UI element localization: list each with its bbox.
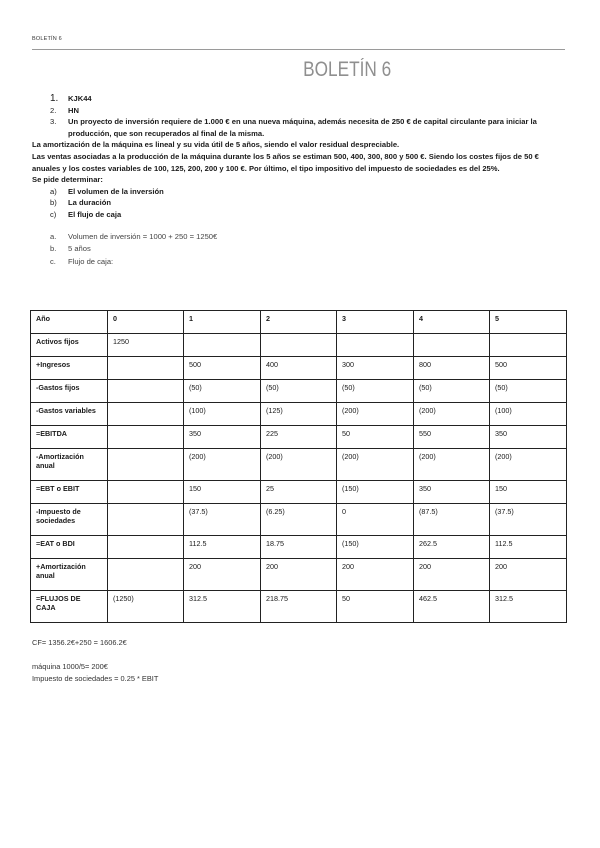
table-cell: (50) <box>184 380 261 403</box>
table-cell: 1 <box>184 311 261 334</box>
table-row-label: -Gastos variables <box>31 403 108 426</box>
table-cell <box>108 403 184 426</box>
notes-section <box>32 637 158 684</box>
table-row <box>31 481 567 504</box>
table-cell <box>108 504 184 536</box>
table-cell: 5 <box>490 311 567 334</box>
table-row <box>31 403 567 426</box>
table-cell: 800 <box>414 357 490 380</box>
table-cell: 3 <box>337 311 414 334</box>
table-row-label: =FLUJOS DE CAJA <box>31 591 108 623</box>
table-cell: (200) <box>414 449 490 481</box>
table-row <box>31 559 567 591</box>
table-cell: 500 <box>490 357 567 380</box>
list-item: b. 5 años <box>50 244 91 254</box>
table-cell: Año <box>31 311 108 334</box>
table-cell <box>108 481 184 504</box>
table-cell: 218.75 <box>261 591 337 623</box>
note-impuesto: Impuesto de sociedades = 0.25 * EBIT <box>32 673 159 683</box>
list-item: b) La duración <box>50 198 112 208</box>
table-cell: 200 <box>261 559 337 591</box>
list-item: 2. HN <box>50 105 79 115</box>
table-row <box>31 334 567 357</box>
table-row-label: -Gastos fijos <box>31 380 108 403</box>
running-header: BOLETÍN 6 <box>32 36 62 42</box>
table-row <box>31 504 567 536</box>
table-row-label: =EAT o BDI <box>31 536 108 559</box>
note-maquina: máquina 1000/5= 200€ <box>32 661 108 671</box>
table-cell: (200) <box>337 449 414 481</box>
table-cell: 1250 <box>108 334 184 357</box>
paragraph-amortizacion: La amortización de la máquina es lineal y su vida útil de 5 años, siendo el valor residual despreciable. <box>32 140 400 150</box>
table-cell: 150 <box>490 481 567 504</box>
table-cell: 500 <box>184 357 261 380</box>
table-cell: (200) <box>261 449 337 481</box>
table-cell: (125) <box>261 403 337 426</box>
table-cell: (200) <box>490 449 567 481</box>
table-row <box>31 591 567 623</box>
table-cell: 200 <box>414 559 490 591</box>
table-cell: 2 <box>261 311 337 334</box>
table-cell: (87.5) <box>414 504 490 536</box>
table-cell: (37.5) <box>184 504 261 536</box>
table-row <box>31 426 567 449</box>
table-row-label: -Amortización anual <box>31 449 108 481</box>
table-cell: 462.5 <box>414 591 490 623</box>
header-divider <box>32 49 565 50</box>
table-cell: 400 <box>261 357 337 380</box>
list-item: c) El flujo de caja <box>50 209 122 219</box>
table-cell: (50) <box>490 380 567 403</box>
table-cell: (50) <box>261 380 337 403</box>
list-item: a) El volumen de la inversión <box>50 186 164 196</box>
table-cell <box>337 334 414 357</box>
table-cell: 4 <box>414 311 490 334</box>
table-cell <box>261 334 337 357</box>
table-cell: 0 <box>337 504 414 536</box>
table-cell <box>108 380 184 403</box>
list-item: 1. KJK44 <box>50 93 92 104</box>
table-row <box>31 380 567 403</box>
table-cell <box>108 536 184 559</box>
table-cell: 350 <box>414 481 490 504</box>
list-item: 3. Un proyecto de inversión requiere de 1.000 € en una nueva máquina, además necesita de 250 € de capital circulante para iniciar la producción, que son recuperados al final de la misma. <box>50 117 537 138</box>
table-header-row <box>31 311 567 334</box>
cash-flow-table <box>30 310 567 623</box>
table-cell <box>490 334 567 357</box>
answers-list <box>32 231 567 269</box>
table-cell: (200) <box>184 449 261 481</box>
table-cell: (1250) <box>108 591 184 623</box>
table-row-label: Activos fijos <box>31 334 108 357</box>
table-cell: (150) <box>337 481 414 504</box>
table-cell: 312.5 <box>184 591 261 623</box>
table-cell: (50) <box>337 380 414 403</box>
table-cell: 200 <box>490 559 567 591</box>
table-cell: 150 <box>184 481 261 504</box>
table-cell: 312.5 <box>490 591 567 623</box>
table-cell: (200) <box>414 403 490 426</box>
table-cell: 112.5 <box>184 536 261 559</box>
table-row <box>31 357 567 380</box>
table-cell: (6.25) <box>261 504 337 536</box>
list-item: a. Volumen de inversión = 1000 + 250 = 1250€ <box>50 231 218 241</box>
table-cell: (100) <box>490 403 567 426</box>
table-cell: 50 <box>337 426 414 449</box>
table-row-label: =EBITDA <box>31 426 108 449</box>
table-cell: 200 <box>184 559 261 591</box>
table-cell: 200 <box>337 559 414 591</box>
table-row-label: +Ingresos <box>31 357 108 380</box>
table-row-label: +Amortización anual <box>31 559 108 591</box>
table-cell: 350 <box>490 426 567 449</box>
table-cell <box>108 559 184 591</box>
table-cell: 50 <box>337 591 414 623</box>
table-cell: (150) <box>337 536 414 559</box>
questions-list <box>32 186 567 221</box>
table-cell <box>414 334 490 357</box>
table-cell: (200) <box>337 403 414 426</box>
table-cell: 112.5 <box>490 536 567 559</box>
table-cell: 0 <box>108 311 184 334</box>
table-cell: (37.5) <box>490 504 567 536</box>
table-cell: 350 <box>184 426 261 449</box>
table-cell: 300 <box>337 357 414 380</box>
page-title: BOLETÍN 6 <box>303 58 392 81</box>
table-row <box>31 449 567 481</box>
table-cell: 225 <box>261 426 337 449</box>
table-cell <box>184 334 261 357</box>
table-cell: 18.75 <box>261 536 337 559</box>
table-cell: 262.5 <box>414 536 490 559</box>
table-row-label: =EBT o EBIT <box>31 481 108 504</box>
table-cell: (50) <box>414 380 490 403</box>
table-cell: 25 <box>261 481 337 504</box>
note-cf: CF= 1356.2€+250 = 1606.2€ <box>32 638 127 647</box>
numbered-list <box>32 93 567 139</box>
list-item: c. Flujo de caja: <box>50 256 114 266</box>
table-row <box>31 536 567 559</box>
table-cell <box>108 357 184 380</box>
table-cell <box>108 426 184 449</box>
table-cell: (100) <box>184 403 261 426</box>
paragraph-se-pide: Se pide determinar: <box>32 175 103 185</box>
table-cell: 550 <box>414 426 490 449</box>
table-row-label: -Impuesto de sociedades <box>31 504 108 536</box>
paragraph-ventas: Las ventas asociadas a la producción de la máquina durante los 5 años se estiman 500, 400, 300, 800 y 500 €. Siendo los costes fijos de 50 € anuales y los costes variables de 100, 125, 200, 200 y 100 €. Por último, el tipo impositivo del impuesto de sociedades es del 25%. <box>32 151 539 173</box>
table-cell <box>108 449 184 481</box>
document-body <box>32 93 567 268</box>
